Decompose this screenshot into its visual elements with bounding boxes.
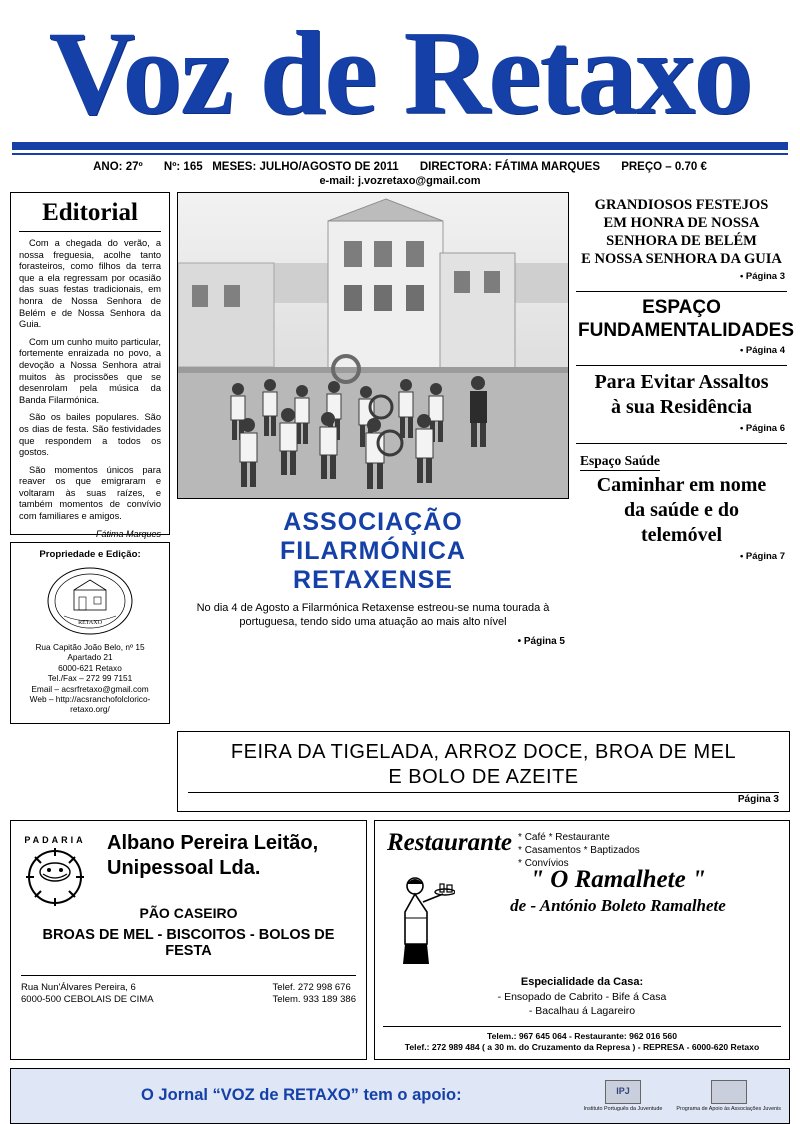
main-photo [177, 192, 569, 499]
editorial-paragraph: Com a chegada do verão, a nossa freguesia, acolhe tanto forasteiros, como filhos da terra que a ela regressam por ocasião das suas festas tradicionais, em honra de Nossa Senhora de Belém e de Nossa Senhora da Guia. [19, 238, 161, 330]
padaria-sub: PÃO CASEIRO [139, 904, 238, 921]
restaurante-name: " O Ramalhete " [530, 865, 706, 893]
main-headline-line: RETAXENSE [293, 566, 453, 594]
sponsor-bar [10, 1068, 790, 1124]
editorial-divider [19, 231, 161, 232]
main-headline-line: ASSOCIAÇÃO [283, 508, 463, 536]
restaurante-items [383, 990, 781, 1018]
editorial-paragraph: São os bailes populares. São os dias de festa. São festividades que respondem a todos os gostos. [19, 412, 161, 458]
headline-evitar-assaltos[interactable] [576, 366, 787, 437]
assaltos-line: à sua Residência [610, 396, 753, 418]
publisher-box [10, 542, 170, 724]
issue-meses: MESES: JULHO/AGOSTO DE 2011 [212, 161, 399, 173]
main-page-ref: • Página 5 [517, 636, 565, 647]
padaria-title [107, 831, 356, 881]
svg-text:RETAXO: RETAXO [78, 620, 102, 626]
publisher-address-line: Web – http://acsranchofolclorico- [29, 694, 151, 705]
restaurante-services [518, 831, 640, 870]
editorial-signature: Fátima Marques [95, 528, 161, 539]
restaurante-contact-line: Telef.: 272 989 484 ( a 30 m. do Cruzamento da Represa ) - REPRESA - 6000-620 Retaxo [404, 1041, 760, 1052]
fundamentalidades-line: ESPAÇO [642, 297, 721, 318]
publisher-address [17, 642, 163, 715]
editorial-box [10, 192, 170, 539]
masthead-title: Voz de Retaxo [48, 6, 752, 139]
restaurante-contact-line: Telem.: 967 645 064 - Restaurante: 962 016 560 [487, 1030, 677, 1041]
restaurante-contacts [383, 1026, 781, 1053]
waitress-icon [383, 872, 455, 968]
padaria-footer [21, 975, 356, 1006]
padaria-phone: Telem. 933 189 386 [272, 993, 356, 1005]
padaria-phones [273, 982, 356, 1006]
headline-espaco-fundamentalidades[interactable] [576, 292, 795, 359]
padaria-address-line: 6000-500 CEBOLAIS DE CIMA [21, 993, 154, 1005]
padaria-address [21, 982, 154, 1006]
padaria-products: BROAS DE MEL - BISCOITOS - BOLOS DE FESTA [42, 926, 335, 959]
right-column [576, 192, 795, 565]
padaria-title-line: Albano Pereira Leitão, [107, 831, 319, 854]
festejos-line: GRANDIOSOS FESTEJOS [594, 197, 769, 213]
padaria-phone: Telef. 272 998 676 [272, 981, 351, 993]
restaurante-item: - Ensopado de Cabrito - Bife á Casa [497, 990, 667, 1003]
feira-line: E BOLO DE AZEITE [388, 765, 579, 788]
issue-ano: ANO: 27º [93, 161, 143, 173]
padaria-title-line: Unipessoal Lda. [107, 856, 261, 879]
padaria-badge [23, 835, 87, 913]
publisher-title: Propriedade e Edição: [39, 549, 141, 560]
saude-page-ref: • Página 7 [739, 551, 785, 562]
festejos-line: EM HONRA DE NOSSA [603, 215, 760, 231]
publisher-address-line: Rua Capitão João Belo, nº 15 [35, 642, 145, 652]
marching-band-photo-illustration [178, 193, 568, 498]
sponsor-text: O Jornal “VOZ de RETAXO” tem o apoio: [141, 1086, 462, 1105]
issue-numero: Nº: 165 [163, 161, 203, 173]
ad-restaurante[interactable] [374, 820, 790, 1060]
saude-line: Caminhar em nome [596, 474, 767, 496]
issue-email: e-mail: j.vozretaxo@gmail.com [319, 175, 481, 187]
editorial-paragraph: Com um cunho muito particular, fortemente enraizada no povo, a devoção a Nossa Senhora atrai muitos às procissões que se desenrolam pela música da Banda Filarmónica. [19, 336, 161, 405]
padaria-word: PADARIA [24, 834, 86, 845]
main-headline-line: FILARMÓNICA [280, 537, 466, 565]
restaurante-service-line: * Casamentos * Baptizados [518, 844, 640, 856]
saude-line: telemóvel [640, 524, 723, 546]
fundamentalidades-line: FUNDAMENTALIDADES [578, 320, 795, 341]
restaurante-service-line: * Café * Restaurante [518, 831, 610, 843]
top-columns [10, 192, 795, 724]
advertisements [10, 820, 790, 1060]
editorial-title: Editorial [42, 199, 138, 226]
feira-line: FEIRA DA TIGELADA, ARROZ DOCE, BROA DE MEL [230, 740, 737, 763]
fundamentalidades-page-ref: • Página 4 [739, 345, 785, 356]
association-seal-icon [44, 564, 136, 638]
saude-line: da saúde e do [623, 499, 740, 521]
padaria-address-line: Rua Nun'Álvares Pereira, 6 [21, 981, 136, 993]
ad-padaria[interactable] [10, 820, 367, 1060]
sponsor-logos [584, 1080, 781, 1113]
ipj-mark-icon: IPJ [605, 1080, 641, 1104]
main-headline [177, 508, 569, 595]
ipj-caption: Instituto Português da Juventude [583, 1105, 663, 1112]
programa-caption: Programa de Apoio às Associações Juvenis [676, 1105, 781, 1112]
headline-caminhar-saude[interactable] [576, 444, 787, 565]
publisher-address-line: Apartado 21 [67, 652, 113, 663]
publisher-address-line: Tel./Fax – 272 99 7151 [47, 673, 133, 684]
publisher-address-line: 6000-621 Retaxo [58, 662, 122, 673]
feira-banner[interactable] [177, 731, 790, 812]
left-column [10, 192, 170, 724]
espaco-saude-label: Espaço Saúde [580, 453, 660, 471]
sponsor-logo-programa [676, 1080, 781, 1113]
festejos-page-ref: • Página 3 [739, 271, 785, 282]
bakery-gear-icon [24, 846, 86, 908]
restaurante-owner: de - António Boleto Ramalhete [510, 895, 726, 915]
assaltos-page-ref: • Página 6 [739, 423, 785, 434]
assaltos-line: Para Evitar Assaltos [594, 371, 769, 393]
issue-directora: DIRECTORA: FÁTIMA MARQUES [419, 161, 600, 173]
publisher-logo [17, 564, 163, 638]
restaurante-kicker: Restaurante [387, 828, 513, 856]
issue-info-bar [10, 155, 790, 175]
restaurante-especialidade-label: Especialidade da Casa: [520, 975, 644, 988]
publisher-address-line: retaxo.org/ [70, 704, 110, 715]
headline-festejos[interactable] [576, 192, 787, 285]
restaurante-service-line: * Convívios [518, 857, 569, 869]
feira-page-ref: Página 3 [188, 792, 779, 805]
center-column [177, 192, 569, 647]
restaurante-item: - Bacalhau á Lagareiro [528, 1004, 636, 1017]
issue-preco: PREÇO – 0.70 € [621, 161, 707, 173]
main-lede: No dia 4 de Agosto a Filarmónica Retaxense estreou-se numa tourada à portuguesa, tendo sido uma atuação ao mais alto nível [196, 602, 550, 628]
festejos-line: E NOSSA SENHORA DA GUIA [581, 251, 782, 267]
masthead-rule [12, 142, 788, 150]
sponsor-logo-ipj [584, 1080, 663, 1113]
publisher-address-line: Email – acsrfretaxo@gmail.com [31, 683, 149, 694]
festejos-line: SENHORA DE BELÉM [606, 233, 757, 249]
editorial-paragraph: São momentos únicos para reaver os que emigraram e voltaram às suas raízes, e também momentos de convívio com familiares e amigos. [19, 464, 161, 522]
programa-mark-icon [711, 1080, 747, 1104]
